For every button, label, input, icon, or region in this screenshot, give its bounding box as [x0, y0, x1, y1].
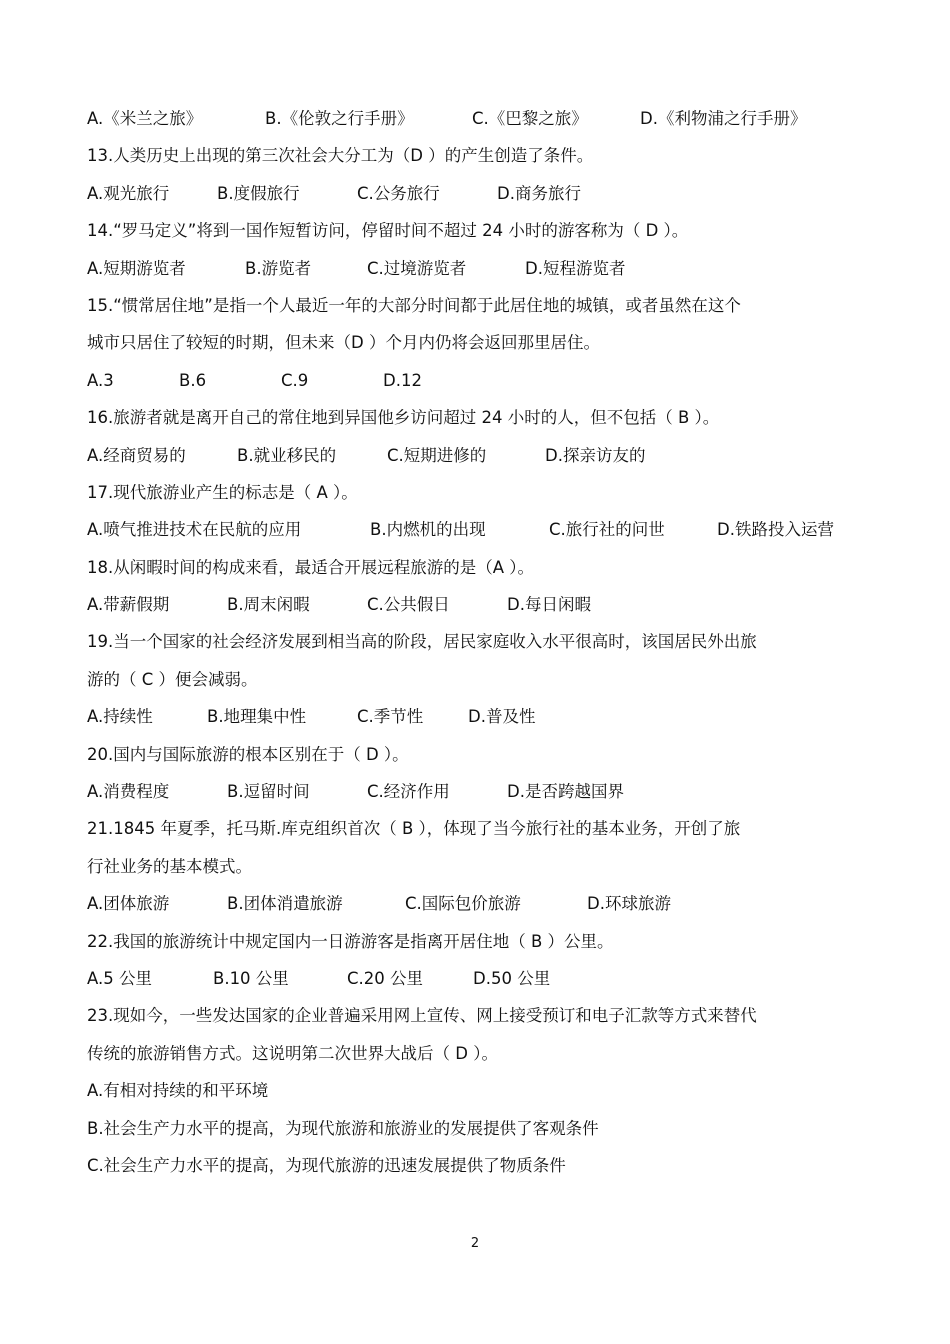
question-text: 传统的旅游销售方式。这说明第二次世界大战后（ D ）。 — [87, 1043, 498, 1063]
question-text: 城市只居住了较短的时期，但未来（D ）个月内仍将会返回那里居住。 — [87, 333, 600, 353]
question-text: 20.国内与国际旅游的根本区别在于（ D ）。 — [87, 744, 409, 764]
answer-option: C.旅行社的问世 — [549, 520, 665, 540]
answer-option: C.国际包价旅游 — [405, 894, 521, 914]
answer-options — [87, 960, 877, 997]
answer-option: D.《利物浦之行手册》 — [640, 109, 807, 128]
answer-option: A.短期游览者 — [87, 258, 186, 278]
answer-option: B.10 公里 — [213, 968, 289, 988]
question-text: 游的（ C ）便会减弱。 — [87, 669, 258, 689]
answer-option: A.观光旅行 — [87, 183, 170, 203]
answer-option: B.逗留时间 — [227, 782, 310, 802]
question-text: 14.“罗马定义”将到一国作短暂访问，停留时间不超过 24 小时的游客称为（ D ）。 — [87, 221, 689, 241]
answer-options — [87, 362, 877, 399]
answer-options — [87, 773, 877, 810]
answer-option: A.经商贸易的 — [87, 445, 186, 465]
answer-option: B.就业移民的 — [237, 445, 337, 465]
answer-option: A.持续性 — [87, 707, 153, 727]
answer-option: A.带薪假期 — [87, 595, 170, 615]
question-text: 23.现如今，一些发达国家的企业普遍采用网上宣传、网上接受预订和电子汇款等方式来替代 — [87, 1006, 757, 1026]
answer-option: A.5 公里 — [87, 968, 152, 988]
answer-options — [87, 175, 877, 212]
answer-option: D.是否跨越国界 — [507, 782, 624, 802]
answer-option: D.环球旅游 — [587, 894, 671, 914]
answer-option: D.商务旅行 — [497, 183, 581, 203]
answer-option: A.消费程度 — [87, 782, 170, 802]
answer-option: A.团体旅游 — [87, 894, 170, 914]
answer-option: D.12 — [383, 370, 422, 390]
answer-option: B.游览者 — [245, 258, 312, 278]
question-text: 13.人类历史上出现的第三次社会大分工为（D ）的产生创造了条件。 — [87, 146, 594, 166]
answer-option: D.50 公里 — [473, 968, 551, 988]
answer-options — [87, 437, 877, 474]
question-text: 16.旅游者就是离开自己的常住地到异国他乡访问超过 24 小时的人，但不包括（ B ）。 — [87, 408, 720, 428]
answer-options — [87, 586, 877, 623]
answer-option: C.《巴黎之旅》 — [472, 109, 588, 128]
question-text: B.社会生产力水平的提高，为现代旅游和旅游业的发展提供了客观条件 — [87, 1118, 599, 1138]
answer-option: A.《米兰之旅》 — [87, 109, 203, 128]
answer-option: B.地理集中性 — [207, 707, 307, 727]
answer-option: D.探亲访友的 — [545, 445, 646, 465]
answer-option: C.公务旅行 — [357, 183, 440, 203]
answer-options — [87, 250, 877, 287]
question-text: 19.当一个国家的社会经济发展到相当高的阶段，居民家庭收入水平很高时，该国居民外出旅 — [87, 632, 757, 652]
answer-option: D.铁路投入运营 — [717, 520, 834, 540]
answer-option: C.20 公里 — [347, 968, 424, 988]
question-text: 18.从闲暇时间的构成来看，最适合开展远程旅游的是（A ）。 — [87, 557, 535, 577]
answer-option: C.9 — [281, 370, 309, 390]
question-list — [87, 100, 877, 1184]
question-text: 21.1845 年夏季，托马斯.库克组织首次（ B ），体现了当今旅行社的基本业务，开创了旅 — [87, 819, 741, 839]
answer-option: C.经济作用 — [367, 782, 450, 802]
answer-option: D.普及性 — [468, 707, 536, 727]
answer-option: B.《伦敦之行手册》 — [265, 109, 414, 128]
answer-options — [87, 511, 877, 548]
answer-option: B.内燃机的出现 — [370, 520, 486, 540]
answer-option: C.过境游览者 — [367, 258, 467, 278]
question-text: C.社会生产力水平的提高，为现代旅游的迅速发展提供了物质条件 — [87, 1155, 566, 1175]
answer-option: B.周末闲暇 — [227, 595, 310, 615]
question-text: A.有相对持续的和平环境 — [87, 1081, 269, 1101]
answer-option: B.度假旅行 — [217, 183, 300, 203]
answer-options — [87, 698, 877, 735]
question-text: 行社业务的基本模式。 — [87, 856, 252, 876]
answer-option: C.短期进修的 — [387, 445, 487, 465]
answer-option: A.喷气推进技术在民航的应用 — [87, 520, 302, 540]
answer-option: B.6 — [179, 370, 207, 390]
question-text: 17.现代旅游业产生的标志是（ A ）。 — [87, 482, 358, 502]
question-text: 15.“惯常居住地”是指一个人最近一年的大部分时间都于此居住地的城镇，或者虽然在这个 — [87, 295, 741, 315]
answer-option: D.每日闲暇 — [507, 595, 591, 615]
answer-option: B.团体消遣旅游 — [227, 894, 343, 914]
page-number: 2 — [470, 1236, 480, 1251]
answer-option: D.短程游览者 — [525, 258, 626, 278]
answer-options — [87, 885, 877, 922]
answer-option: C.公共假日 — [367, 595, 450, 615]
answer-options — [87, 100, 877, 137]
question-text: 22.我国的旅游统计中规定国内一日游游客是指离开居住地（ B ）公里。 — [87, 931, 614, 951]
answer-option: C.季节性 — [357, 707, 424, 727]
answer-option: A.3 — [87, 370, 114, 390]
